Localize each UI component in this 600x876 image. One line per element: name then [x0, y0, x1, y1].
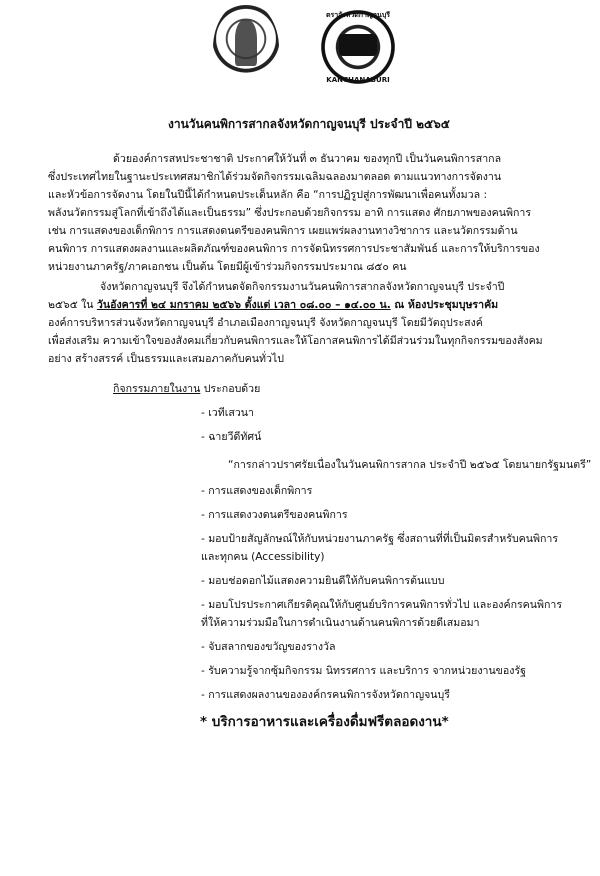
- document-title: งานวันคนพิการสากลจังหวัดกาญจนบุรี ประจำปี ๒๕๖๕: [168, 117, 450, 131]
- seal-top-text: ตราจังหวัดกาญจนบุรี: [325, 11, 391, 19]
- activity-item: - เวทีเสวนา: [201, 407, 254, 419]
- para1-line: เช่น การแสดงของเด็กพิการ การแสดงดนตรีของคนพิการ เผยแพร่ผลงานทางวิชาการ และนวัตกรรมด้าน: [48, 225, 518, 237]
- para1-line: ด้วยองค์การสหประชาชาติ ประกาศให้วันที่ ๓ ธันวาคม ของทุกปี เป็นวันคนพิการสากล: [113, 153, 502, 165]
- activity-item: - จับสลากของขวัญของรางวัล: [201, 641, 336, 653]
- activities-heading-line: [113, 382, 260, 396]
- para2-prefix: ๒๕๖๕ ใน: [48, 299, 94, 311]
- seal-bottom-text: KANCHANABURI: [326, 76, 390, 84]
- activities-heading: กิจกรรมภายในงาน: [113, 383, 201, 395]
- para2-line: จังหวัดกาญจนบุรี จึงได้กำหนดจัดกิจกรรมงานวันคนพิการสากลจังหวัดกาญจนบุรี ประจำปี: [100, 281, 505, 293]
- para2-line: องค์การบริหารส่วนจังหวัดกาญจนบุรี อำเภอเมืองกาญจนบุรี จังหวัดกาญจนบุรี โดยมีวัตถุประสงค์: [48, 317, 483, 329]
- province-seal-logo: [315, 4, 401, 90]
- activity-item: - มอบป้ายสัญลักษณ์ให้กับหน่วยงานภาครัฐ ซึ่งสถานที่ที่เป็นมิตรสำหรับคนพิการ: [201, 533, 559, 545]
- event-venue: ณ ห้องประชุมบุษราคัม: [390, 299, 499, 311]
- free-food-note: * บริการอาหารและเครื่องดื่มฟรีตลอดงาน*: [200, 714, 449, 730]
- para1-line: พลังนวัตกรรมสู่โลกที่เข้าถึงได้และเป็นธรรม” ซึ่งประกอบด้วยกิจกรรม อาทิ การแสดง ศักยภาพของคนพิการ: [48, 207, 532, 219]
- activity-item: - การแสดงของเด็กพิการ: [201, 485, 313, 497]
- activity-item-quote: “การกล่าวปราศรัยเนื่องในวันคนพิการสากล ประจำปี ๒๕๖๕ โดยนายกรัฐมนตรี”: [228, 459, 592, 471]
- para1-line: คนพิการ การแสดงผลงานและผลิตภัณฑ์ของคนพิการ การจัดนิทรรศการประชาสัมพันธ์ และการให้บริการของ: [48, 243, 540, 255]
- activity-item: - ฉายวีดีทัศน์: [201, 431, 262, 443]
- activity-item-continued: และทุกคน (Accessibility): [201, 551, 325, 563]
- para1-line: และหัวข้อการจัดงาน โดยในปีนี้ได้กำหนดประเด็นหลัก คือ “การปฏิรูปสู่การพัฒนาเพื่อคนทั้งมวล :: [48, 189, 488, 201]
- activities-heading-suffix: ประกอบด้วย: [200, 383, 261, 395]
- activity-item: - มอบช่อดอกไม้แสดงความยินดีให้กับคนพิการต้นแบบ: [201, 575, 445, 587]
- para2-line: เพื่อส่งเสริม ความเข้าใจของสังคมเกี่ยวกับคนพิการและให้โอกาสคนพิการได้มีส่วนร่วมในทุกกิจกรรมของสังคม: [48, 335, 543, 347]
- activity-item: - รับความรู้จากซุ้มกิจกรรม นิทรรศการ และบริการ จากหน่วยงานของรัฐ: [201, 665, 526, 677]
- activity-item: - การแสดงผลงานขององค์กรคนพิการจังหวัดกาญจนบุรี: [201, 689, 450, 701]
- event-date-time: วันอังคารที่ ๒๔ มกราคม ๒๕๖๖ ตั้งแต่ เวลา ๐๘.๐๐ – ๑๔.๐๐ น.: [96, 299, 391, 311]
- activity-item: - การแสดงวงดนตรีของคนพิการ: [201, 509, 348, 521]
- para1-line: ซึ่งประเทศไทยในฐานะประเทศสมาชิกได้ร่วมจัดกิจกรรมเฉลิมฉลองมาตลอด ตามแนวทางการจัดงาน: [48, 171, 502, 183]
- para1-line: หน่วยงานภาครัฐ/ภาคเอกชน เป็นต้น โดยมีผู้เข้าร่วมกิจกรรมประมาณ ๘๕๐ คน: [48, 261, 407, 273]
- activity-item-continued: ที่ให้ความร่วมมือในการดำเนินงานด้านคนพิการด้วยดีเสมอมา: [201, 617, 480, 629]
- activity-item: - มอบโปรประกาศเกียรติคุณให้กับศูนย์บริการคนพิการทั่วไป และองค์กรคนพิการ: [201, 599, 563, 611]
- ministry-seal-logo: [213, 2, 279, 94]
- para2-date-line: [48, 298, 498, 312]
- para2-line: อย่าง สร้างสรรค์ เป็นธรรมและเสมอภาคกับคนทั่วไป: [48, 353, 284, 365]
